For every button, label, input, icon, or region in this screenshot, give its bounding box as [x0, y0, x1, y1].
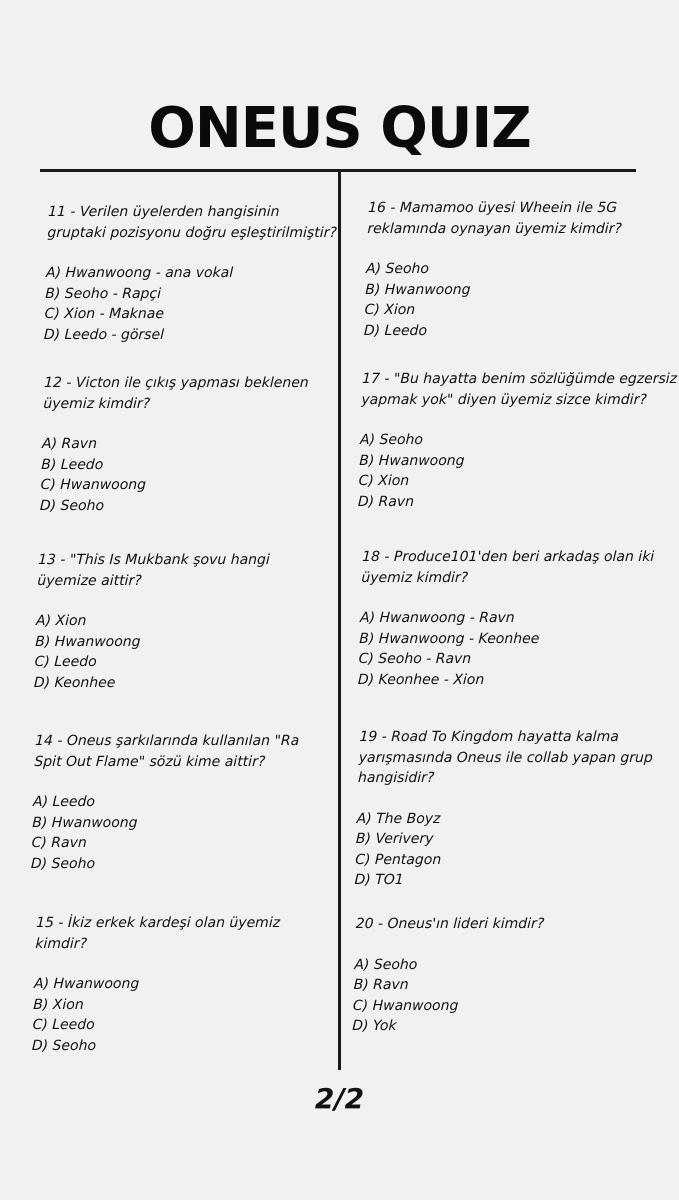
- option-c: C) Xion - Maknae: [44, 306, 165, 322]
- option-list: [358, 430, 679, 512]
- column-divider: [338, 172, 341, 1070]
- option-b: B) Hwanwoong: [35, 633, 141, 650]
- option-b: B) Xion: [33, 996, 85, 1013]
- question-text: 16 - Mamamoo üyesi Wheein ile 5G reklamında oynayan üyemiz kimdir?: [367, 200, 623, 237]
- option-d: D) Leedo: [363, 322, 428, 339]
- option-c: C) Xion: [358, 473, 410, 489]
- option-b: B) Seoho - Rapçi: [45, 285, 162, 302]
- option-list: [358, 608, 679, 690]
- question-16: [364, 198, 679, 341]
- option-b: B) Verivery: [355, 831, 434, 847]
- option-d: D) TO1: [354, 872, 404, 888]
- option-c: C) Leedo: [32, 1017, 96, 1033]
- question-11: [44, 202, 339, 345]
- option-c: C) Seoho - Ravn: [358, 651, 472, 667]
- option-b: B) Hwanwoong: [32, 814, 138, 831]
- option-b: B) Hwanwoong: [359, 452, 465, 469]
- question-text: 17 - "Bu hayatta benim sözlüğümde egzersiz yapmak yok" diyen üyemiz sizce kimdir?: [361, 371, 678, 408]
- option-a: A) Seoho: [365, 261, 430, 277]
- option-a: A) Ravn: [41, 436, 98, 452]
- question-text: 20 - Oneus'ın lideri kimdir?: [355, 916, 545, 932]
- question-text: 14 - Oneus şarkılarında kullanılan "Ra Spit Out Flame" sözü kime aittir?: [34, 733, 300, 770]
- option-a: A) Leedo: [32, 794, 96, 810]
- option-c: C) Leedo: [34, 654, 98, 670]
- option-c: C) Hwanwoong: [40, 477, 147, 493]
- page-title: ONEUS QUIZ: [148, 96, 531, 161]
- option-list: [31, 792, 324, 874]
- question-text: 12 - Victon ile çıkış yapması beklenen üyemiz kimdir?: [43, 375, 309, 412]
- option-a: A) Hwanwoong - ana vokal: [45, 265, 234, 281]
- option-list: [364, 259, 679, 341]
- option-a: A) Hwanwoong - Ravn: [359, 610, 515, 626]
- option-d: D) Seoho: [30, 855, 96, 872]
- option-a: A) Xion: [35, 613, 87, 629]
- option-list: [40, 434, 333, 516]
- option-list: [34, 611, 327, 693]
- question-text: 18 - Produce101'den beri arkadaş olan iki üyemiz kimdir?: [361, 549, 655, 586]
- option-c: C) Xion: [364, 302, 416, 318]
- option-b: B) Hwanwoong: [365, 281, 471, 298]
- option-a: A) Hwanwoong: [33, 976, 140, 992]
- option-a: A) The Boyz: [356, 810, 441, 827]
- option-list: [44, 263, 337, 345]
- question-15: [32, 913, 327, 1056]
- option-a: A) Seoho: [354, 956, 418, 973]
- option-a: A) Seoho: [359, 432, 424, 448]
- question-12: [40, 373, 335, 516]
- option-c: C) Ravn: [31, 835, 88, 851]
- question-17: [358, 369, 679, 512]
- page-number: 2/2: [314, 1082, 365, 1115]
- question-14: [31, 731, 326, 874]
- option-c: C) Hwanwoong: [352, 997, 459, 1014]
- question-text: 11 - Verilen üyelerden hangisinin gruptaki pozisyonu doğru eşleştirilmiştir?: [47, 204, 338, 241]
- question-text: 19 - Road To Kingdom hayatta kalma yarışmasında Oneus ile collab yapan grup hangisidir?: [357, 729, 654, 786]
- question-19: [354, 727, 678, 891]
- question-13: [34, 550, 329, 693]
- option-d: D) Keonhee: [33, 674, 116, 691]
- option-b: B) Ravn: [353, 977, 409, 993]
- option-d: D) Keonhee - Xion: [357, 671, 485, 688]
- option-d: D) Ravn: [357, 493, 415, 510]
- option-c: C) Pentagon: [354, 851, 442, 868]
- question-20: [352, 914, 674, 1037]
- option-d: D) Seoho: [39, 497, 105, 514]
- question-text: 13 - "This Is Mukbank şovu hangi üyemize aittir?: [37, 552, 271, 589]
- option-b: B) Hwanwoong - Keonhee: [359, 630, 540, 647]
- question-text: 15 - İkiz erkek kardeşi olan üyemiz kimdir?: [35, 915, 281, 952]
- option-list: [352, 955, 673, 1037]
- option-d: D) Seoho: [31, 1037, 97, 1054]
- option-d: D) Leedo - görsel: [43, 326, 165, 343]
- option-list: [32, 974, 325, 1056]
- option-list: [354, 809, 675, 891]
- question-18: [358, 547, 679, 690]
- option-b: B) Leedo: [41, 456, 104, 473]
- option-d: D) Yok: [351, 1018, 397, 1034]
